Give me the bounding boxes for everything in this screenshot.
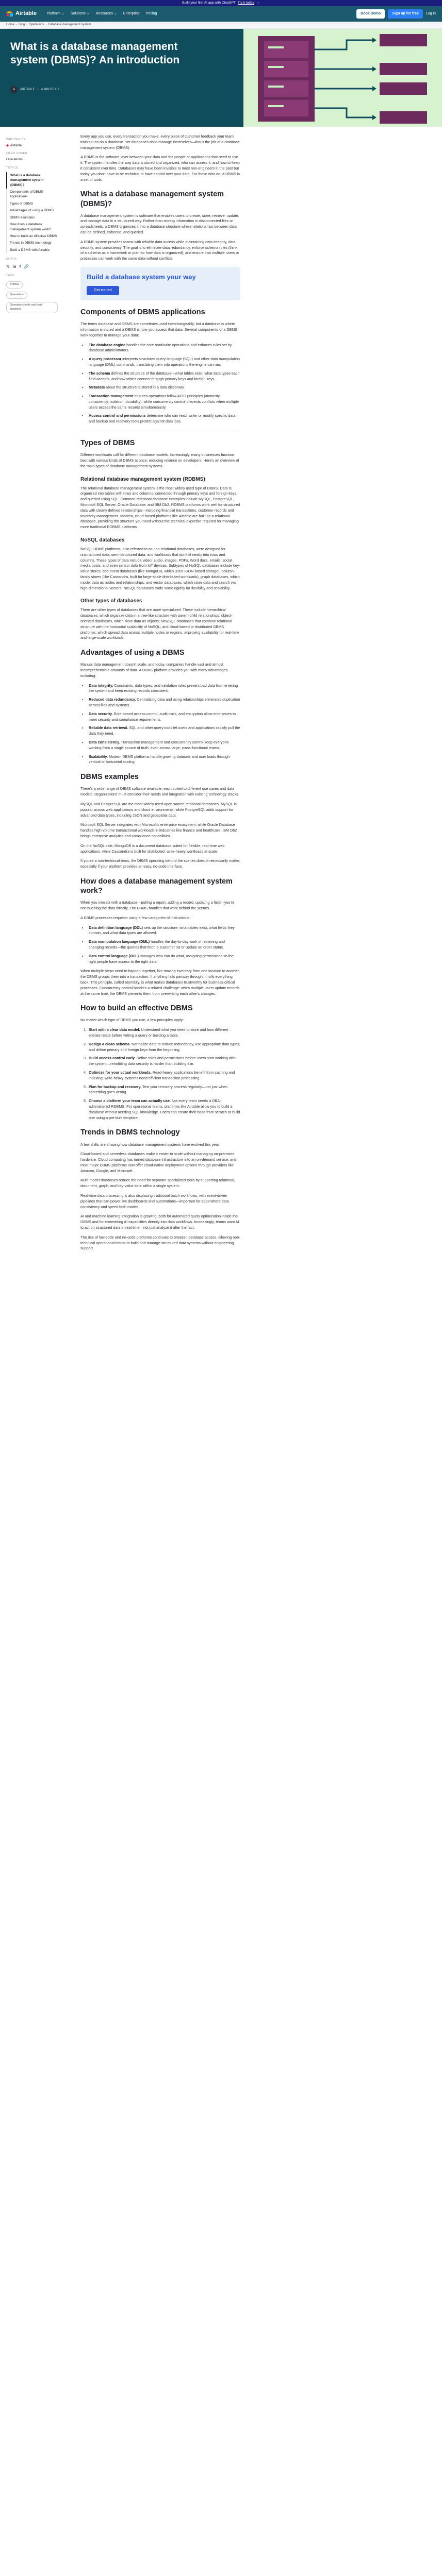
tags-label: TAGS (6, 274, 15, 277)
banner-cta[interactable]: Try it today (237, 1, 254, 5)
list-text: defines the structure of the database—what tables exist, what data types each field accepts, and how tables connect through primary keys and foreign keys. (89, 370, 240, 381)
tag-pill[interactable]: Operations tools and best practices (6, 302, 58, 313)
list-term: Choose a platform your team can actually use. (89, 1098, 171, 1104)
list-item (88, 754, 240, 766)
chevron-down-icon: ⌄ (86, 11, 90, 15)
written-by-value[interactable] (6, 143, 58, 148)
list-term: Data security. (89, 711, 113, 716)
read-time: 4 MIN READ (41, 88, 59, 91)
nav-label: Pricing (145, 11, 157, 15)
airtable-logo[interactable] (6, 10, 37, 18)
list-item (88, 1070, 240, 1081)
intro-paragraph: Every app you use, every transaction you make, every piece of customer feedback your team tracks runs on a database. Yet databases don't manage themselves—that's the job of a database management system (DBMS). (80, 134, 240, 150)
breadcrumb-separator: › (45, 23, 47, 27)
list-item (88, 925, 240, 937)
breadcrumb-operations[interactable]: Operations (29, 23, 44, 27)
author-name: AIRTABLE (20, 88, 35, 91)
sidebar (6, 127, 58, 1256)
signup-button[interactable]: Sign up for free (388, 9, 423, 19)
body-paragraph: Multi-model databases reduce the need for separate specialized tools by supporting relational, document, graph, and key-value data within a single system. (80, 1178, 235, 1189)
list-item (88, 394, 240, 410)
toc-item[interactable]: How to build an effective DBMS (6, 233, 58, 240)
written-by-label: WRITTEN BY (6, 138, 26, 141)
body-paragraph: Real-time data processing is also displacing traditional batch workflows, with event-driven pipelines that can power live dashboards and automations—important for apps where data consistency and speed both matter. (80, 1193, 229, 1209)
login-link[interactable]: Log in (425, 11, 436, 15)
hero-text (0, 29, 201, 127)
list-text: Constraints, data types, and validation rules prevent bad data from entering the system and keep existing records consistent. (89, 683, 238, 693)
body-paragraph: A DBMS system provides teams with reliable data access while maintaining data integrity, data security, and consistency. The goal is to eliminate data redundancy, enforce schema rules (think of a schema as a framework or plan for how data is organized), and ensure that multiple users or processes can work with the same data without conflicts. (80, 239, 239, 261)
body-paragraph: There are other types of databases that are more specialized. These include hierarchical databases, which organize data in a tree-like structure with parent-child relationships; object-oriented databases, which store data as objects; NewSQL databases that combine relational structure with the horizontal scalability of NoSQL; and cloud-based or distributed DBMS platforms, which spread data across multiple nodes or regions, improving availability for real-time and large-scale workloads. (80, 607, 239, 640)
body-paragraph: When you interact with a database—pulling a report, adding a record, updating a field—you're not touching the data directly. The DBMS handles that work behind the scenes. (80, 900, 235, 910)
list-item (88, 413, 240, 425)
share-buttons (6, 264, 58, 270)
toc-item[interactable]: Trends in DBMS technology (6, 240, 58, 246)
section-heading: Types of DBMS (80, 439, 135, 448)
database-illustration (243, 29, 442, 127)
list-term: Start with a clear data model. (89, 1027, 140, 1032)
page-title: What is a database management system (DBMS)? An introduction (10, 41, 180, 66)
breadcrumb-home[interactable]: Home (6, 23, 15, 27)
subsection-heading: NoSQL databases (80, 537, 125, 543)
filed-under-label: FILED UNDER (6, 152, 28, 156)
chevron-down-icon: ⌄ (61, 11, 64, 15)
body-paragraph: AI and machine learning integration is growing, both for automated query optimization inside the DBMS and for embedding AI capabilities directly into data workflows. Increasingly, teams want AI to act on structured data in real time—not just analyze it after the fact. (80, 1214, 239, 1230)
section-heading: How to build an effective DBMS (80, 1004, 193, 1013)
list-text: Define roles and permissions before users start working with the system—retrofitting data security is harder than building it in. (89, 1056, 236, 1066)
breadcrumb-separator: › (26, 23, 28, 27)
logo-text: Airtable (15, 10, 37, 17)
filed-under-value[interactable]: Operations (6, 158, 23, 162)
list-item (88, 1084, 240, 1096)
nav-resources[interactable] (96, 11, 117, 16)
article-body (80, 127, 240, 1256)
list-text: ensures operations follow ACID principles (atomicity, consistency, isolation, durability), while concurrency control prevents conflicts when multiple users access the same records simultaneously. (89, 394, 239, 410)
x-icon[interactable]: 𝕏 (6, 264, 10, 269)
intro-paragraph: A DBMS is the software layer between your data and the people or applications that need to use it. The system handles the way data is stored and organized, who can access it, and how to keep it consistent over time. Databases may have been invisible to most non-engineers in the past but today you don't have to be technical to have control over your data. For those who do, a DBMS is a set of tools. (80, 155, 240, 182)
airtable-logo-icon (6, 11, 13, 17)
list-item (88, 1042, 240, 1053)
book-demo-button[interactable]: Book Demo (356, 9, 385, 19)
nav-label: Enterprise (123, 11, 140, 15)
top-navigation (0, 6, 442, 22)
section-heading: Trends in DBMS technology (80, 1128, 180, 1137)
list-item (88, 1027, 240, 1039)
list-item (88, 939, 240, 951)
list-text: Not every team needs a DBA-administered RDBMS. For operational teams, platforms like Airtable allow you to build a database without needing SQL knowledge. Users can create their base from scratch or build one using a pre-built template. (89, 1098, 240, 1120)
toc-item[interactable]: How does a database management system work? (6, 221, 58, 233)
body-paragraph: A few shifts are shaping how database management systems have evolved this year. (80, 1142, 220, 1147)
breadcrumb (0, 22, 442, 29)
link-icon[interactable]: 🔗 (24, 264, 29, 269)
nav-enterprise[interactable] (123, 11, 140, 16)
body-paragraph: NoSQL DBMS platforms, also referred to as non-relational databases, were designed for unstructured data, semi-structured data, and workloads that don't fit neatly into rows and columns. These types of data include video, audio, images, PDFs, Word docs, emails, social media posts, and even sensor data from IoT devices. Subtypes of NoSQL databases include key-value stores, document databases (like MongoDB, which uses JSON-based storage), column-family stores (like Cassandra, built for large-scale distributed workloads), graph databases, which model data as nodes and relationships, and vector databases, which store data and search via high-dimensional vectors. NoSQL databases trade some rigidity for flexibility and scalability. (80, 546, 240, 590)
toc-item[interactable]: Components of DBMS applications (6, 189, 58, 200)
list-term: Reduced data redundancy. (89, 697, 136, 702)
body-paragraph: The terms database and DBMS are sometimes used interchangeably, but a database is where information is stored and a DBMS is how you access that data. Several components of a DBMS work together to manage your data: (80, 321, 238, 337)
section-heading: Components of DBMS applications (80, 308, 205, 316)
nav-label: Solutions (70, 11, 86, 15)
toc-item[interactable]: DBMS examples (6, 214, 58, 221)
list-text: Read-heavy applications benefit from caching and indexing; write-heavy systems need efficient transaction processing. (89, 1070, 235, 1080)
list-item (88, 357, 240, 368)
nav-actions (356, 9, 436, 19)
nav-label: Platform (46, 11, 61, 15)
list-term: Scalability. (89, 754, 108, 759)
author-meta (10, 86, 191, 93)
list-term: Data definition language (DDL) (89, 925, 143, 930)
list-term: The schema (89, 370, 110, 376)
list-term: Optimize for your actual workloads. (89, 1070, 152, 1075)
list-item (88, 725, 240, 737)
list-text: Transaction management and concurrency control keep everyone working from a single source of truth, even across large, cross-functional teams. (89, 740, 229, 750)
list-text: SQL and other query tools let users and applications rapidly pull the data they need. (89, 725, 240, 736)
linkedin-icon[interactable]: in (12, 264, 17, 269)
list-term: Metadata (89, 385, 105, 390)
airtable-logo-icon: ◆ (6, 143, 9, 147)
body-paragraph: The relational database management system is the most widely used type of DBMS. Data is organized into tables with rows and columns, connected through primary keys and foreign keys, and queried using SQL. Common relational database examples include MySQL, PostgreSQL, Microsoft SQL Server, Oracle Database, and IBM Db2. RDBMS platforms work well for structured data with clearly defined relationships—including financial transactions, customer records and inventory management. Modern, cloud-based platforms like Airtable are built on a relational database, providing the structure you need without the technical expertise required for managing more traditional RDBMS platforms. (80, 485, 240, 530)
get-started-button[interactable]: Get started (87, 286, 119, 296)
list-text: handles the day-to-day work of retrieving and changing records—the queries that fetch a customer list or update an order status. (89, 939, 225, 950)
body-paragraph: Manual data management doesn't scale, and today, companies handle vast and almost incomprehensible amounts of data. A DBMS platform provides you with many advantages, including: (80, 662, 228, 678)
breadcrumb-separator: › (16, 23, 18, 27)
toc-item[interactable]: Advantages of using a DBMS (6, 207, 58, 214)
list-text: Understand what you need to store and how different entities relate before writing a query or building a table. (89, 1027, 228, 1038)
list-term: Plan for backup and recovery. (89, 1084, 142, 1089)
section-heading: DBMS examples (80, 773, 139, 782)
list-item (88, 683, 240, 694)
body-paragraph: There's a wide range of DBMS software available, each suited to different use cases and data models. Organizations must consider their needs and integration with existing technology stacks. (80, 786, 239, 797)
body-paragraph: When multiple steps need to happen together, like moving inventory from one location to another, the DBMS groups them into a transaction. If anything fails partway through, it rolls everything back. This principle, called atomicity, is what makes databases trustworthy for business-critical processes. Concurrency control handles a related challenge: when multiple users update records at the same time, the DBMS prevents them from overwriting each other's changes. (80, 969, 240, 996)
tag-pill[interactable]: Articles (6, 281, 23, 289)
list-item (88, 711, 240, 723)
avatar: A (10, 86, 18, 93)
list-text: Centralizing data and using relationships eliminates duplication across files and systems. (89, 697, 240, 708)
list-item (88, 385, 240, 391)
arrow-right-icon: → (256, 1, 260, 5)
toc-item[interactable]: Build a DBMS with Airtable (6, 247, 58, 253)
body-paragraph: The rise of low-code and no-code platforms continues to broaden database access, allowing non-technical operational teams to build and manage structured data systems without engineering support. (80, 1234, 240, 1251)
body-paragraph: Different workloads call for different database models. Increasingly, many businesses function best with various kinds of DBMS at once, reducing reliance on developers. Here's an overview of the main types of database management systems. (80, 452, 239, 468)
list-item (88, 371, 240, 382)
list-text: Role-based access control, audit trails, and encryption allow enterprises to meet security and compliance requirements. (89, 711, 236, 722)
list-text: Normalize data to reduce redundancy, use appropriate data types, and define primary and foreign keys from the beginning. (89, 1041, 240, 1052)
section-heading: Advantages of using a DBMS (80, 649, 185, 657)
list-item (88, 343, 240, 354)
body-paragraph: A database management system is software that enables users to create, store, retrieve, update, and manage data in a structured way. Rather than storing information in disconnected files or spreadsheets, a DBMS organizes it into a database structure where relationships between data can be defined, enforced, and queried. (80, 213, 239, 235)
toc-item[interactable]: What is a database management system (DBMS)? (6, 172, 58, 189)
components-list (88, 343, 240, 425)
content-layout (0, 127, 442, 1256)
nav-platform[interactable] (47, 11, 64, 16)
chevron-down-icon: ⌄ (114, 11, 117, 15)
list-text: sets up the structure: what tables exist, what fields they contain, and what data types are allowed. (89, 925, 235, 936)
list-term: The database engine (89, 342, 126, 347)
list-text: Test your recovery process regularly—not just when something goes wrong. (89, 1084, 227, 1095)
list-text: determine who can read, write, or modify specific data—and backup and recovery tools protect against data loss. (89, 413, 239, 424)
list-term: Access control and permissions (89, 413, 146, 418)
list-term: A query processor (89, 357, 122, 362)
list-term: Build access control early. (89, 1056, 136, 1061)
subsection-heading: Other types of databases (80, 598, 142, 604)
steps-list (88, 1027, 240, 1121)
hero-illustration (243, 29, 442, 127)
advantages-list (88, 683, 240, 766)
list-item (88, 740, 240, 751)
tag-pill[interactable]: Operations (6, 292, 27, 299)
cta-banner (80, 267, 240, 300)
list-text: Modern DBMS platforms handle growing datasets and user loads through vertical or horizontal scaling. (89, 754, 230, 765)
list-text: interprets structured query language (SQL) and other data manipulation language (DML) commands, translating them into operations the engine can run. (89, 357, 240, 367)
toc-item[interactable]: Types of DBMS (6, 200, 58, 207)
section-heading: How does a database management system work? (80, 877, 233, 895)
body-paragraph: A DBMS processes requests using a few categories of instructions: (80, 915, 191, 920)
announcement-banner[interactable] (0, 0, 442, 6)
list-text: manages who can do what, assigning permissions so the right people have access to the right data. (89, 953, 234, 964)
body-paragraph: No matter which type of DBMS you use, a few principles apply: (80, 1018, 184, 1023)
breadcrumb-current: Database management system (48, 23, 91, 27)
list-term: Data consistency. (89, 740, 120, 745)
body-paragraph: Microsoft SQL Server integrates with Microsoft's enterprise ecosystem, while Oracle Database handles high-volume transactional workloads in industries like finance and healthcare. IBM Db2 brings enterprise analytics and compliance capabilities. (80, 822, 237, 838)
table-of-contents (6, 172, 58, 253)
list-term: Data control language (DCL) (89, 953, 139, 958)
list-text: about the structure is stored in a data dictionary. (106, 385, 185, 390)
instructions-list (88, 925, 240, 965)
list-term: Transaction management (89, 394, 134, 399)
list-item (88, 697, 240, 708)
list-item (88, 1098, 240, 1121)
nav-label: Resources (95, 11, 113, 15)
body-paragraph: Cloud-based and serverless databases make it easier to scale without managing on-premises hardware. Cloud computing has turned database infrastructure into an on-demand service, and most major DBMS platforms now offer cloud-native deployment options through providers like Amazon, Google, and Microsoft. (80, 1151, 237, 1173)
nav-solutions[interactable] (71, 11, 90, 16)
topics-label: TOPICS (6, 166, 18, 170)
body-paragraph: If you're a non-technical team, the DBMS operating behind the scenes doesn't necessarily matter, especially if your platform provides an easy, no-code interface. (80, 858, 240, 869)
list-term: Data integrity. (89, 683, 113, 688)
body-paragraph: On the NoSQL side, MongoDB is a document database suited for flexible, real-time web applications, while Cassandra is built for distributed, write-heavy workloads at scale. (80, 843, 225, 854)
list-text: handles the core read/write operations and enforces rules set by database administrators. (89, 342, 232, 353)
cta-title: Build a database system your way (87, 273, 196, 281)
list-item (88, 954, 240, 965)
list-term: Reliable data retrieval. (89, 725, 128, 731)
hero (0, 29, 442, 127)
banner-text: Build your first AI app with ChatGPT (182, 1, 236, 5)
facebook-icon[interactable]: f (19, 264, 21, 269)
list-term: Design a clean schema. (89, 1041, 131, 1046)
breadcrumb-blog[interactable]: Blog (19, 23, 25, 27)
meta-separator: • (37, 88, 39, 91)
written-by-name: Airtable (10, 143, 22, 147)
nav-menu (47, 11, 157, 16)
list-term: Data manipulation language (DML) (89, 939, 150, 944)
list-item (88, 1056, 240, 1067)
body-paragraph: MySQL and PostgreSQL are the most widely used open source relational databases. MySQL is popular across web applications and cloud environments, while PostgreSQL adds support for advanced data types, including JSON and geospatial data. (80, 801, 237, 818)
share-label: SHARE (6, 258, 17, 261)
section-heading: What is a database management system (DBMS)? (80, 190, 224, 208)
subsection-heading: Relational database management system (RDBMS) (80, 476, 205, 482)
nav-pricing[interactable] (146, 11, 157, 16)
